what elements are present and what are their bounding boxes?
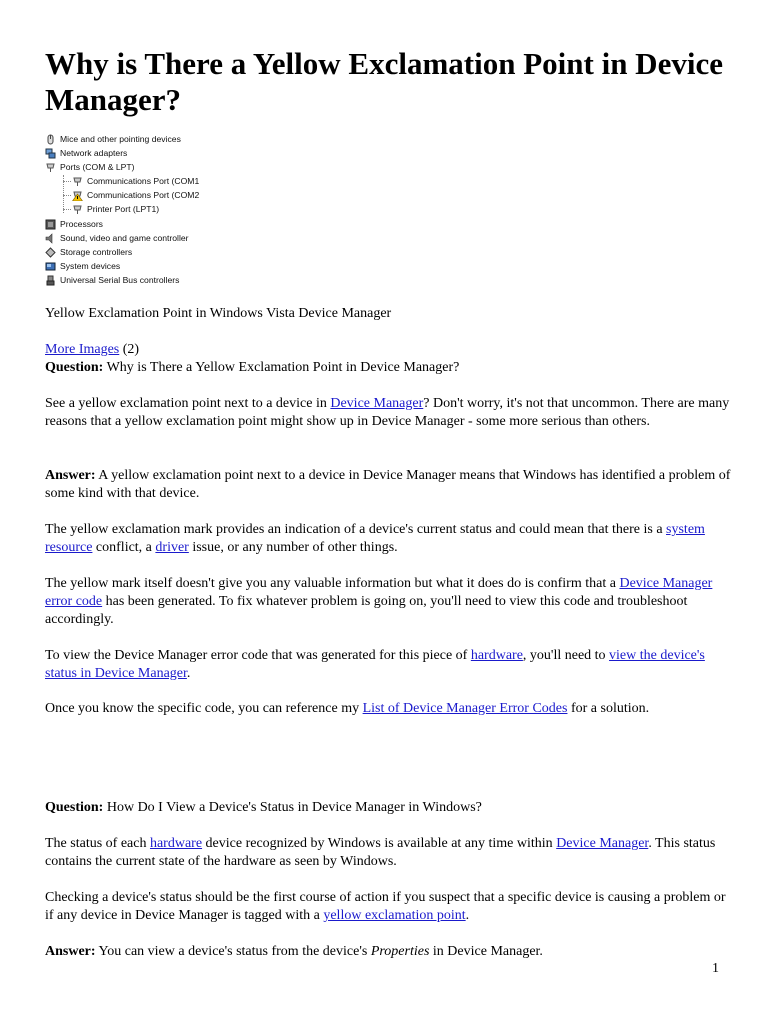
paragraph-view-status	[45, 647, 735, 683]
device-manager-link[interactable]: Device Manager	[330, 396, 424, 411]
driver-link[interactable]: driver	[155, 540, 189, 555]
text-run: conflict, a	[92, 540, 156, 555]
tree-item-com1	[63, 174, 199, 188]
tree-item-label: Ports (COM & LPT)	[60, 162, 135, 172]
hardware-link[interactable]: hardware	[470, 648, 523, 663]
tree-item-label: Printer Port (LPT1)	[87, 204, 160, 214]
question-1	[45, 359, 735, 377]
tree-item-ports	[45, 160, 135, 174]
system-device-icon	[45, 261, 56, 272]
answer-text: A yellow exclamation point next to a device in Device Manager means that Windows has identified a problem of some kind with that device.	[45, 468, 731, 501]
text-run: has been generated. To fix whatever problem is going on, you'll need to view this code and troubleshoot accordingly.	[45, 594, 688, 627]
device-manager-link[interactable]: Device Manager	[556, 836, 649, 851]
tree-item-label: Universal Serial Bus controllers	[60, 275, 180, 285]
system-resource-link[interactable]: system resource	[45, 522, 705, 555]
text-run: . This status contains the current state of the hardware as seen by Windows.	[45, 836, 716, 869]
answer-label: Answer:	[45, 468, 96, 483]
text-run: device recognized by Windows is available at any time within	[202, 836, 557, 851]
text-run: Once you know the specific code, you can reference my	[45, 701, 363, 716]
tree-item-lpt1	[63, 202, 159, 216]
paragraph-status-each	[45, 835, 735, 871]
tree-item-com2	[63, 188, 199, 202]
text-run: To view the Device Manager error code that was generated for this piece of	[45, 648, 471, 663]
text-run: The status of each	[45, 836, 150, 851]
port-warning-icon	[72, 190, 83, 201]
text-run: The yellow exclamation mark provides an indication of a device's current status and could mean that there is a	[45, 522, 667, 537]
answer-1	[45, 467, 735, 503]
port-icon	[72, 204, 83, 215]
question-text: How Do I View a Device's Status in Device Manager in Windows?	[103, 800, 482, 815]
tree-item-mice	[45, 132, 181, 146]
port-icon	[72, 176, 83, 187]
paragraph-mark-indication	[45, 521, 735, 557]
tree-item-label: Storage controllers	[60, 247, 133, 257]
answer-label: Answer:	[45, 944, 96, 959]
tree-item-label: Mice and other pointing devices	[60, 134, 181, 144]
tree-item-label: System devices	[60, 261, 121, 271]
error-codes-list-link[interactable]: List of Device Manager Error Codes	[362, 701, 568, 716]
port-icon	[45, 162, 56, 173]
text-run: ? Don't worry, it's not that uncommon. There are many reasons that a yellow exclamation point might show up in Device Manager - some more serious than others.	[45, 396, 730, 429]
yellow-exclamation-point-link[interactable]: yellow exclamation point	[323, 908, 466, 923]
tree-item-system	[45, 259, 120, 273]
tree-item-label: Sound, video and game controller	[60, 233, 189, 243]
question-2	[45, 799, 735, 817]
text-run: , you'll need to	[522, 648, 610, 663]
text-run: See a yellow exclamation point next to a device in	[45, 396, 331, 411]
storage-icon	[45, 247, 56, 258]
text-run: in Device Manager.	[429, 944, 543, 959]
tree-connector	[63, 195, 71, 196]
mouse-icon	[45, 134, 56, 145]
speaker-icon	[45, 233, 56, 244]
network-adapter-icon	[45, 148, 56, 159]
tree-item-network	[45, 146, 127, 160]
hardware-link[interactable]: hardware	[149, 836, 203, 851]
question-label: Question:	[45, 800, 104, 815]
tree-item-label: Processors	[60, 219, 103, 229]
tree-item-label: Communications Port (COM2	[87, 190, 200, 200]
text-run: issue, or any number of other things.	[188, 540, 398, 555]
paragraph-checking-status	[45, 889, 735, 925]
text-run: Checking a device's status should be the first course of action if you suspect that a specific device is causing a problem or if any device in Device Manager is tagged with a	[45, 890, 726, 923]
text-run: .	[465, 908, 470, 923]
text-run: .	[186, 666, 191, 681]
processor-icon	[45, 219, 56, 230]
paragraph-error-code	[45, 575, 735, 629]
device-manager-error-code-link[interactable]: Device Manager error code	[45, 576, 713, 609]
tree-item-label: Network adapters	[60, 148, 128, 158]
tree-item-processors	[45, 217, 103, 231]
more-images-count: (2)	[119, 342, 140, 357]
tree-item-usb	[45, 273, 179, 287]
device-manager-screenshot	[45, 131, 205, 291]
usb-icon	[45, 275, 56, 286]
tree-connector	[63, 209, 71, 210]
question-text: Why is There a Yellow Exclamation Point in Device Manager?	[103, 360, 460, 375]
tree-item-storage	[45, 245, 132, 259]
view-device-status-link[interactable]: view the device's status in Device Manager	[45, 648, 705, 681]
text-run: The yellow mark itself doesn't give you any valuable information but what it does do is confirm that a	[45, 576, 620, 591]
answer-2	[45, 943, 735, 961]
tree-item-label: Communications Port (COM1	[87, 176, 200, 186]
more-images-link[interactable]: More Images	[45, 342, 120, 357]
question-label: Question:	[45, 360, 104, 375]
more-images-line	[45, 341, 735, 359]
text-run: You can view a device's status from the device's	[95, 944, 371, 959]
tree-connector	[63, 181, 71, 182]
page-number: 1	[712, 961, 719, 976]
tree-item-sound	[45, 231, 189, 245]
paragraph-error-codes-list	[45, 700, 735, 718]
text-run: for a solution.	[567, 701, 650, 716]
page-title: Why is There a Yellow Exclamation Point in Device Manager?	[45, 46, 723, 117]
properties-emphasis: Properties	[370, 944, 430, 959]
image-caption: Yellow Exclamation Point in Windows Vista Device Manager	[45, 306, 392, 321]
paragraph-intro	[45, 395, 735, 431]
